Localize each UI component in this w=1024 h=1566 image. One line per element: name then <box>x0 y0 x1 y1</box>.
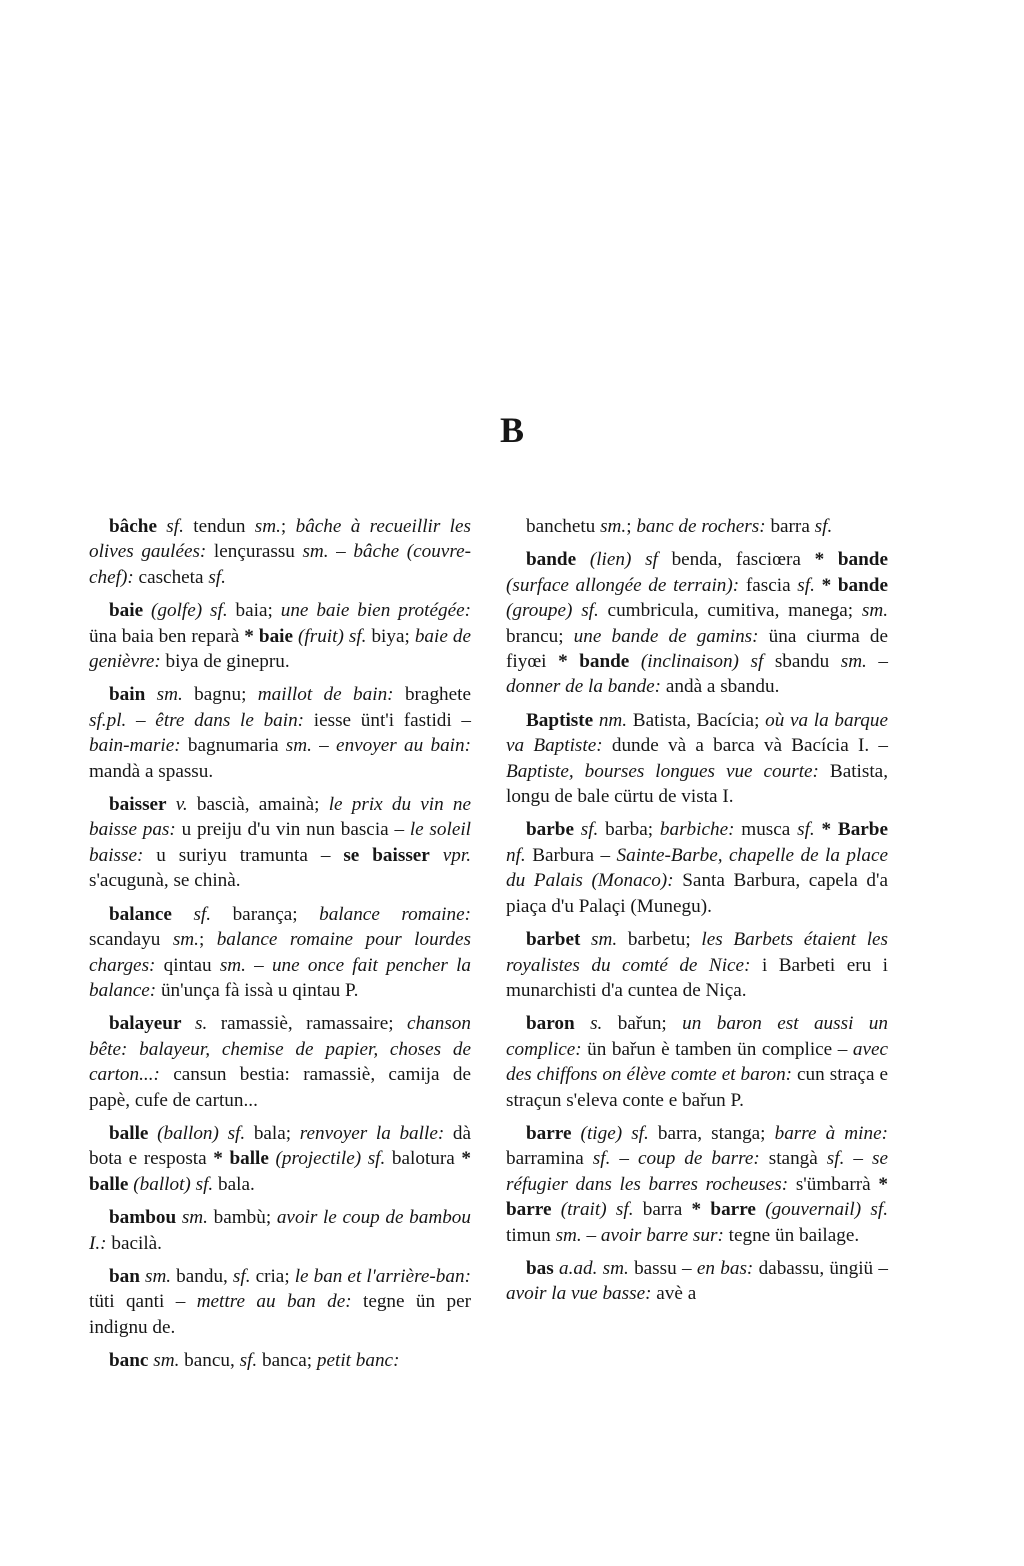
translation-text: cumbricula, cumitiva, manega; <box>598 600 862 622</box>
translation-text: – <box>844 1148 873 1170</box>
translation-text: cria; <box>250 1265 295 1287</box>
dictionary-entry <box>506 1011 888 1113</box>
gloss-italic: sm. <box>600 516 627 537</box>
translation-text: avè a <box>651 1283 697 1305</box>
gloss-italic: (trait) sf. <box>551 1199 634 1221</box>
translation-text: i Barbeti eru i munarchisti d'a cuntea de Niça. <box>506 954 888 1001</box>
translation-text: cun straça e straçun s'eleva conte e bařun P. <box>506 1064 888 1111</box>
headword: bas <box>526 1257 554 1279</box>
translation-text: dunde và a barca và Bacícia I. – <box>602 735 888 757</box>
translation-text: – <box>328 541 354 563</box>
gloss-italic: (projectile) sf. <box>268 1148 386 1170</box>
translation-text: benda, fasciœra <box>657 549 815 571</box>
gloss-italic: bâche à recueillir les olives gaulées: <box>89 516 471 563</box>
translation-text: ün'unça fà issà u qintau P. <box>156 979 359 1001</box>
translation-text: bacilà. <box>106 1232 162 1254</box>
translation-text: lençurassu <box>206 541 303 563</box>
headword: * bande <box>814 549 888 571</box>
headword: baie <box>109 600 144 622</box>
gloss-italic: balance romaine: <box>319 903 471 925</box>
translation-text: Santa Barbura, capela d'a piaça d'u Palaçi (Munegu). <box>506 870 888 917</box>
headword: se baisser <box>343 844 430 866</box>
translation-text: brancu; <box>506 625 574 647</box>
gloss-italic: renvoyer la balle: <box>299 1122 445 1144</box>
gloss-italic: le ban et l'arrière-ban: <box>294 1265 471 1287</box>
gloss-italic: sf. <box>797 574 815 596</box>
translation-text: barbetu; <box>617 929 702 951</box>
gloss-italic: baie de genièvre: <box>89 625 471 673</box>
dictionary-entry <box>89 514 471 590</box>
dictionary-entry <box>506 1256 888 1307</box>
gloss-italic: sm. <box>219 954 246 976</box>
headword: balance <box>109 903 172 925</box>
translation-text: ; <box>280 516 296 537</box>
translation-text: balotura <box>385 1148 462 1170</box>
gloss-italic: (tige) sf. <box>571 1122 649 1144</box>
headword: barbe <box>526 819 574 841</box>
gloss-italic: sm. <box>580 929 618 951</box>
translation-text: barra <box>765 516 815 537</box>
dictionary-entry <box>89 682 471 784</box>
translation-text: bambù; <box>207 1207 277 1229</box>
translation-text: bandu, <box>171 1265 233 1287</box>
translation-text: andà a sbandu. <box>661 676 780 698</box>
gloss-italic: (lien) sf <box>576 549 658 571</box>
gloss-italic: sm. <box>148 1350 180 1372</box>
gloss-italic: s. <box>574 1013 603 1035</box>
translation-text: – <box>610 1148 638 1170</box>
gloss-italic: vpr. <box>429 844 472 866</box>
gloss-italic: une bande de gamins: <box>573 625 759 647</box>
gloss-italic: sm. <box>145 684 183 706</box>
headword: bande <box>526 549 577 571</box>
gloss-italic: Sainte-Barbe, chapelle de la place du Palais (Monaco): <box>506 844 888 892</box>
gloss-italic: nm. <box>593 709 628 731</box>
gloss-italic: (golfe) sf. <box>143 600 228 622</box>
translation-text: stangà <box>759 1148 827 1170</box>
gloss-italic: un baron est aussi un complice: <box>506 1013 888 1060</box>
gloss-italic: sf. <box>592 1148 611 1170</box>
headword: * bande <box>821 574 888 596</box>
dictionary-entry <box>89 1348 471 1373</box>
headword: balle <box>109 1122 149 1144</box>
gloss-italic: s. <box>181 1013 208 1035</box>
gloss-italic: où va la barque va Baptiste: <box>506 709 889 757</box>
translation-text: dabassu, üngiü – <box>753 1257 888 1279</box>
gloss-italic: sm. <box>172 929 199 951</box>
right-column <box>506 514 888 1315</box>
gloss-italic: sf. <box>826 1148 845 1170</box>
gloss-italic: une baie bien protégée: <box>280 600 471 622</box>
translation-text: – <box>311 735 337 757</box>
translation-text: barra <box>633 1199 692 1221</box>
headword: barbet <box>526 929 581 951</box>
translation-text: sbandu <box>763 651 841 673</box>
gloss-italic: a.ad. sm. <box>553 1257 629 1279</box>
translation-text: – <box>126 709 156 731</box>
translation-text: barba; <box>598 819 660 841</box>
gloss-italic: Baptiste, bourses longues vue courte: <box>506 760 819 782</box>
gloss-italic: (groupe) sf. <box>506 600 599 622</box>
gloss-italic: sf. <box>208 566 226 588</box>
gloss-italic: sm. <box>254 516 281 537</box>
translation-text: dà bota e resposta <box>89 1122 471 1170</box>
translation-text: barramina <box>506 1148 593 1170</box>
translation-text: ün bařun è tamben ün complice – <box>581 1038 853 1060</box>
translation-text: ramassiè, ramassaire; <box>207 1013 408 1035</box>
headword: * bande <box>558 651 630 673</box>
translation-text: u preiju d'u vin nun bascia – <box>175 819 410 841</box>
dictionary-entry <box>506 547 888 699</box>
headword: banc <box>109 1350 149 1372</box>
dictionary-entry <box>506 1121 888 1248</box>
translation-text: – <box>866 651 888 673</box>
translation-text: timun <box>506 1224 556 1246</box>
translation-text: scandayu <box>89 929 173 951</box>
headword: * barre <box>691 1199 756 1221</box>
headword: ban <box>109 1265 140 1287</box>
gloss-italic: donner de la bande: <box>506 676 662 698</box>
translation-text: tegne ün per indignu de. <box>89 1291 471 1338</box>
gloss-italic: avoir la vue basse: <box>506 1283 652 1305</box>
translation-text: biya; <box>366 625 415 647</box>
headword: bâche <box>109 516 157 537</box>
gloss-italic: sf.pl. <box>89 709 127 731</box>
gloss-italic: barbiche: <box>659 819 735 841</box>
translation-text: banchetu <box>526 516 601 537</box>
translation-text: ; <box>198 929 217 951</box>
translation-text: ; <box>626 516 637 537</box>
headword: Baptiste <box>526 709 594 731</box>
dictionary-entry <box>506 514 888 539</box>
gloss-italic: banc de rochers: <box>636 516 766 537</box>
gloss-italic: chanson bête: balayeur, chemise de papier, choses de carton...: <box>89 1013 471 1086</box>
headword: balayeur <box>109 1013 182 1035</box>
gloss-italic: sm. <box>139 1265 172 1287</box>
translation-text: tüti qanti – <box>89 1291 197 1313</box>
left-column <box>89 514 471 1382</box>
gloss-italic: être dans le bain: <box>155 709 305 731</box>
gloss-italic: (ballot) sf. <box>128 1173 214 1195</box>
headword: barre <box>526 1122 572 1144</box>
translation-text: cansun bestia: ramassiè, camija de papè, cufe de cartun... <box>89 1064 471 1111</box>
translation-text: Barbura – <box>525 844 617 866</box>
dictionary-entry <box>89 1121 471 1197</box>
gloss-italic: coup de barre: <box>638 1148 760 1170</box>
gloss-italic: balance romaine pour lourdes charges: <box>89 929 471 976</box>
gloss-italic: sm. <box>861 600 889 622</box>
gloss-italic: sf. <box>573 819 599 841</box>
gloss-italic: v. <box>166 794 188 816</box>
translation-text: braghete <box>393 684 471 706</box>
gloss-italic: (inclinaison) sf <box>629 651 764 673</box>
gloss-italic: avec des chiffons on élève comte et baron: <box>506 1038 888 1086</box>
translation-text: bala. <box>213 1173 255 1195</box>
translation-text: bařun; <box>602 1013 683 1035</box>
gloss-italic: petit banc: <box>316 1350 400 1372</box>
dictionary-entry <box>89 1264 471 1340</box>
headword: * barre <box>506 1173 888 1221</box>
headword: bain <box>109 684 146 706</box>
gloss-italic: sm. <box>840 651 867 673</box>
translation-text: u suriyu tramunta – <box>143 844 344 866</box>
translation-text: tendun <box>183 516 255 537</box>
translation-text: cascheta <box>133 566 209 588</box>
gloss-italic: envoyer au bain: <box>336 735 471 757</box>
gloss-italic: sf. <box>797 819 815 841</box>
dictionary-entry <box>89 1205 471 1256</box>
gloss-italic: avoir barre sur: <box>600 1224 724 1246</box>
gloss-italic: bain-marie: <box>89 735 181 757</box>
headword: baisser <box>109 794 167 816</box>
headword: * Barbe <box>821 819 888 841</box>
gloss-italic: (fruit) sf. <box>293 625 367 647</box>
translation-text: barança; <box>211 903 320 925</box>
gloss-italic: sf. <box>239 1350 258 1372</box>
translation-text: bala; <box>245 1122 300 1144</box>
dictionary-entry <box>89 598 471 674</box>
headword: * balle <box>213 1148 269 1170</box>
translation-text <box>815 575 822 596</box>
gloss-italic: sm. <box>302 541 329 563</box>
translation-text: bascià, amainà; <box>187 794 329 816</box>
gloss-italic: maillot de bain: <box>257 684 394 706</box>
gloss-italic: sf. <box>232 1265 251 1287</box>
translation-text: üna ciurma de fiyœi <box>506 625 888 673</box>
translation-text: bagnumaria <box>180 735 286 757</box>
gloss-italic: (ballon) sf. <box>148 1122 246 1144</box>
translation-text: fascia <box>739 574 798 596</box>
gloss-italic: sm. <box>555 1224 582 1246</box>
translation-text: Batista, longu de bale cürtu de vista I. <box>506 760 888 808</box>
translation-text: s'ümbarrà <box>788 1173 879 1195</box>
translation-text: musca <box>734 819 798 841</box>
dictionary-entry <box>89 1011 471 1113</box>
headword: * balle <box>89 1148 471 1195</box>
headword: * baie <box>244 625 294 647</box>
translation-text: bassu – <box>628 1257 697 1279</box>
dictionary-entry <box>506 817 888 919</box>
dictionary-entry <box>89 902 471 1004</box>
translation-text: qintau <box>155 954 220 976</box>
translation-text: baia; <box>227 600 281 622</box>
gloss-italic: avoir le coup de bambou I.: <box>89 1207 471 1254</box>
gloss-italic: sf. <box>814 516 833 537</box>
dictionary-entry <box>506 927 888 1003</box>
headword: bambou <box>109 1207 177 1229</box>
translation-text: barra, stanga; <box>648 1122 775 1144</box>
gloss-italic: sf. <box>171 903 212 925</box>
gloss-italic: bâche (couvre-chef): <box>89 541 471 588</box>
translation-text: – <box>245 954 272 976</box>
gloss-italic: le soleil baisse: <box>89 819 472 866</box>
gloss-italic: sf. <box>156 516 184 537</box>
gloss-italic: sm. <box>176 1207 208 1229</box>
headword: baron <box>526 1013 575 1035</box>
gloss-italic: une once fait pencher la balance: <box>89 954 472 1001</box>
gloss-italic: les Barbets étaient les royalistes du comté de Nice: <box>506 929 889 976</box>
translation-text: s'acugunà, se chinà. <box>89 870 241 892</box>
translation-text: mandà a spassu. <box>89 760 214 782</box>
gloss-italic: se réfugier dans les barres rocheuses: <box>506 1148 888 1195</box>
gloss-italic: barre à mine: <box>774 1122 888 1144</box>
translation-text: bancu, <box>179 1350 240 1372</box>
translation-text: – <box>581 1224 601 1246</box>
dictionary-entry <box>89 792 471 894</box>
gloss-italic: nf. <box>506 844 526 866</box>
translation-text: Batista, Bacícia; <box>627 709 766 731</box>
gloss-italic: en bas: <box>696 1257 754 1279</box>
dictionary-entry <box>506 708 888 810</box>
gloss-italic: sm. <box>285 735 312 757</box>
translation-text: banca; <box>257 1350 317 1372</box>
translation-text: iesse ünt'i fastidi – <box>304 709 471 731</box>
section-letter: B <box>499 410 524 450</box>
translation-text: biya de ginepru. <box>160 651 290 673</box>
translation-text: tegne ün bailage. <box>723 1224 860 1246</box>
gloss-italic: (gouvernail) sf. <box>755 1199 888 1221</box>
gloss-italic: mettre au ban de: <box>196 1291 352 1313</box>
translation-text: üna baia ben reparà <box>89 625 245 647</box>
gloss-italic: (surface allongée de terrain): <box>506 574 740 596</box>
translation-text <box>815 819 822 840</box>
gloss-italic: le prix du vin ne baisse pas: <box>89 794 472 841</box>
translation-text: bagnu; <box>182 684 258 706</box>
